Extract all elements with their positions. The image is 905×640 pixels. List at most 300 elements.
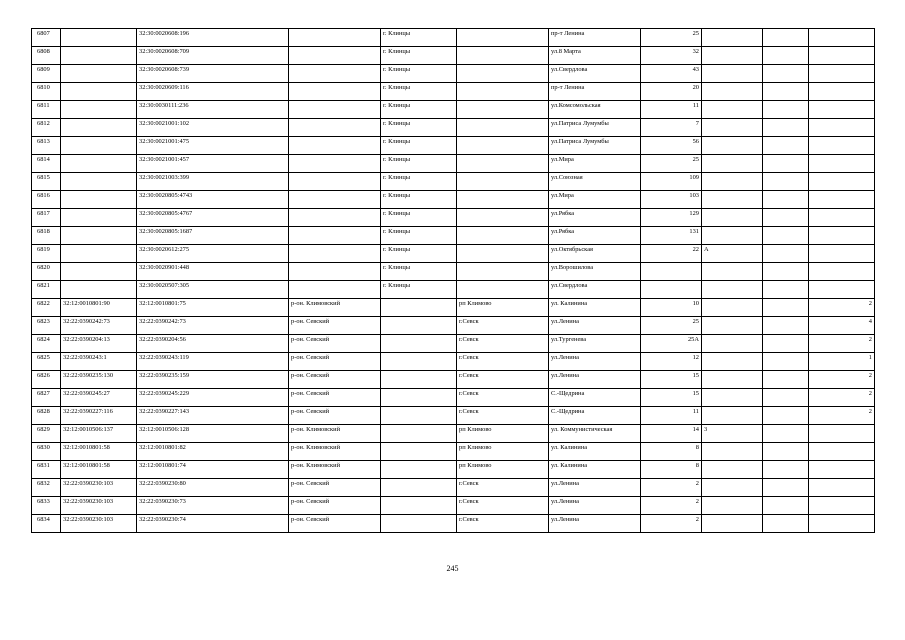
cell-house-number: 56: [641, 137, 702, 155]
cell-cadastral-number: 32:30:0020609:116: [137, 83, 289, 101]
cell-street: ул.Ленина: [549, 371, 641, 389]
cell-house-number: 43: [641, 65, 702, 83]
cell-building-letter: [702, 515, 763, 533]
cell-old-cadastral-number: [61, 83, 137, 101]
table-row: [32, 209, 875, 227]
cell-apartment-count: [809, 497, 875, 515]
cell-house-number: 7: [641, 119, 702, 137]
cell-corpus: [763, 191, 809, 209]
cell-corpus: [763, 155, 809, 173]
cell-row-number: 6821: [32, 281, 61, 299]
cell-corpus: [763, 47, 809, 65]
cell-old-cadastral-number: [61, 227, 137, 245]
cell-settlement: г.Севск: [457, 389, 549, 407]
cell-street: ул.Ленина: [549, 317, 641, 335]
cell-cadastral-number: 32:22:0390227:143: [137, 407, 289, 425]
cell-corpus: [763, 479, 809, 497]
cell-old-cadastral-number: 32:22:0390230:103: [61, 479, 137, 497]
cell-house-number: [641, 281, 702, 299]
cell-corpus: [763, 425, 809, 443]
cell-building-letter: [702, 407, 763, 425]
cell-district: [289, 281, 381, 299]
cell-apartment-count: 1: [809, 353, 875, 371]
cell-corpus: [763, 461, 809, 479]
cell-apartment-count: [809, 443, 875, 461]
cell-old-cadastral-number: [61, 155, 137, 173]
cell-cadastral-number: 32:22:0390242:73: [137, 317, 289, 335]
cell-old-cadastral-number: [61, 281, 137, 299]
cell-house-number: 11: [641, 407, 702, 425]
cell-street: ул.Патриса Лумумбы: [549, 119, 641, 137]
cell-house-number: 8: [641, 443, 702, 461]
cell-apartment-count: [809, 263, 875, 281]
cell-cadastral-number: 32:22:0390204:56: [137, 335, 289, 353]
cell-district: р-он. Севский: [289, 515, 381, 533]
cell-settlement: [457, 245, 549, 263]
cell-settlement: рп Климово: [457, 443, 549, 461]
cell-city: [381, 425, 457, 443]
cell-city: г. Клинцы: [381, 227, 457, 245]
cell-street: С.-Щедрина: [549, 407, 641, 425]
table-row: [32, 407, 875, 425]
cell-city: [381, 443, 457, 461]
cell-apartment-count: [809, 281, 875, 299]
cell-corpus: [763, 299, 809, 317]
cell-settlement: [457, 191, 549, 209]
cell-corpus: [763, 119, 809, 137]
cell-old-cadastral-number: 32:12:0010801:58: [61, 443, 137, 461]
cell-building-letter: [702, 371, 763, 389]
table-body: [32, 29, 875, 533]
cell-row-number: 6824: [32, 335, 61, 353]
cell-row-number: 6811: [32, 101, 61, 119]
cell-street: ул.Патриса Лумумбы: [549, 137, 641, 155]
cell-apartment-count: [809, 29, 875, 47]
cell-apartment-count: [809, 245, 875, 263]
cell-old-cadastral-number: 32:22:0390245:27: [61, 389, 137, 407]
cell-settlement: г.Севск: [457, 371, 549, 389]
cell-building-letter: [702, 497, 763, 515]
cell-street: ул.Тургенева: [549, 335, 641, 353]
cell-street: ул.Мира: [549, 191, 641, 209]
cell-district: р-он. Севский: [289, 479, 381, 497]
cell-settlement: рп Климово: [457, 461, 549, 479]
cell-building-letter: [702, 209, 763, 227]
cell-street: ул.Ленина: [549, 353, 641, 371]
cell-cadastral-number: 32:22:0390230:73: [137, 497, 289, 515]
cell-settlement: [457, 281, 549, 299]
cell-cadastral-number: 32:22:0390230:74: [137, 515, 289, 533]
cell-cadastral-number: 32:22:0390243:119: [137, 353, 289, 371]
cell-city: г. Клинцы: [381, 119, 457, 137]
cell-street: ул. Калинина: [549, 443, 641, 461]
cell-corpus: [763, 515, 809, 533]
cell-city: г. Клинцы: [381, 173, 457, 191]
cell-district: р-он. Севский: [289, 317, 381, 335]
cell-district: [289, 209, 381, 227]
cell-apartment-count: 2: [809, 299, 875, 317]
cell-house-number: 32: [641, 47, 702, 65]
cell-row-number: 6812: [32, 119, 61, 137]
cell-street: ул.Свердлова: [549, 65, 641, 83]
cell-building-letter: [702, 227, 763, 245]
cell-old-cadastral-number: [61, 47, 137, 65]
cell-apartment-count: [809, 137, 875, 155]
cell-cadastral-number: 32:30:0020805:4743: [137, 191, 289, 209]
cell-house-number: 129: [641, 209, 702, 227]
table-row: [32, 191, 875, 209]
cell-apartment-count: [809, 173, 875, 191]
table-row: [32, 479, 875, 497]
cell-corpus: [763, 227, 809, 245]
cell-district: [289, 191, 381, 209]
cell-corpus: [763, 209, 809, 227]
cell-city: [381, 335, 457, 353]
cell-cadastral-number: 32:22:0390245:229: [137, 389, 289, 407]
cell-cadastral-number: 32:30:0021001:102: [137, 119, 289, 137]
cell-city: г. Клинцы: [381, 29, 457, 47]
cell-corpus: [763, 371, 809, 389]
table-row: [32, 245, 875, 263]
cell-apartment-count: [809, 515, 875, 533]
cell-apartment-count: [809, 83, 875, 101]
cell-city: г. Клинцы: [381, 245, 457, 263]
cell-house-number: 25А: [641, 335, 702, 353]
cell-corpus: [763, 263, 809, 281]
cell-district: р-он. Севский: [289, 335, 381, 353]
cell-cadastral-number: 32:30:0020507:305: [137, 281, 289, 299]
cell-settlement: г.Севск: [457, 317, 549, 335]
cell-city: [381, 317, 457, 335]
cell-house-number: 11: [641, 101, 702, 119]
table-row: [32, 227, 875, 245]
registry-table: [31, 28, 875, 533]
cell-settlement: [457, 209, 549, 227]
cell-corpus: [763, 389, 809, 407]
cell-city: г. Клинцы: [381, 83, 457, 101]
cell-old-cadastral-number: [61, 101, 137, 119]
cell-district: р-он. Севский: [289, 371, 381, 389]
cell-district: [289, 101, 381, 119]
cell-settlement: [457, 227, 549, 245]
cell-settlement: [457, 173, 549, 191]
cell-district: [289, 173, 381, 191]
cell-street: ул.Ленина: [549, 515, 641, 533]
table-row: [32, 335, 875, 353]
cell-old-cadastral-number: [61, 191, 137, 209]
cell-row-number: 6830: [32, 443, 61, 461]
cell-old-cadastral-number: [61, 245, 137, 263]
cell-old-cadastral-number: [61, 209, 137, 227]
cell-house-number: 20: [641, 83, 702, 101]
cell-house-number: 103: [641, 191, 702, 209]
cell-cadastral-number: 32:30:0020805:1687: [137, 227, 289, 245]
cell-building-letter: [702, 353, 763, 371]
cell-city: г. Клинцы: [381, 191, 457, 209]
cell-house-number: 15: [641, 389, 702, 407]
cell-apartment-count: 2: [809, 389, 875, 407]
cell-district: р-он. Севский: [289, 407, 381, 425]
table-row: [32, 443, 875, 461]
cell-city: г. Клинцы: [381, 209, 457, 227]
cell-corpus: [763, 83, 809, 101]
cell-district: р-он. Климовский: [289, 443, 381, 461]
cell-corpus: [763, 65, 809, 83]
table-row: [32, 101, 875, 119]
cell-apartment-count: [809, 461, 875, 479]
cell-city: [381, 371, 457, 389]
cell-cadastral-number: 32:30:0021003:399: [137, 173, 289, 191]
cell-row-number: 6807: [32, 29, 61, 47]
cell-apartment-count: 4: [809, 317, 875, 335]
cell-street: пр-т Ленина: [549, 83, 641, 101]
cell-street: ул. Коммунистическая: [549, 425, 641, 443]
cell-corpus: [763, 335, 809, 353]
cell-apartment-count: [809, 227, 875, 245]
table-row: [32, 263, 875, 281]
cell-row-number: 6827: [32, 389, 61, 407]
cell-district: р-он. Севский: [289, 497, 381, 515]
cell-street: ул. Калинина: [549, 461, 641, 479]
cell-building-letter: [702, 461, 763, 479]
cell-settlement: [457, 101, 549, 119]
cell-old-cadastral-number: 32:12:0010801:58: [61, 461, 137, 479]
table-row: [32, 461, 875, 479]
cell-cadastral-number: 32:30:0021001:457: [137, 155, 289, 173]
cell-house-number: 109: [641, 173, 702, 191]
cell-apartment-count: [809, 191, 875, 209]
cell-settlement: г.Севск: [457, 515, 549, 533]
cell-cadastral-number: 32:12:0010801:75: [137, 299, 289, 317]
cell-settlement: г.Севск: [457, 335, 549, 353]
cell-apartment-count: [809, 119, 875, 137]
table-row: [32, 29, 875, 47]
cell-old-cadastral-number: 32:12:0010801:90: [61, 299, 137, 317]
cell-settlement: рп Климово: [457, 299, 549, 317]
cell-building-letter: 3: [702, 425, 763, 443]
cell-house-number: 22: [641, 245, 702, 263]
cell-settlement: [457, 155, 549, 173]
cell-city: г. Клинцы: [381, 155, 457, 173]
cell-row-number: 6828: [32, 407, 61, 425]
cell-corpus: [763, 137, 809, 155]
cell-row-number: 6826: [32, 371, 61, 389]
table-row: [32, 353, 875, 371]
cell-house-number: 14: [641, 425, 702, 443]
cell-building-letter: [702, 335, 763, 353]
cell-row-number: 6832: [32, 479, 61, 497]
cell-row-number: 6808: [32, 47, 61, 65]
cell-city: г. Клинцы: [381, 47, 457, 65]
cell-building-letter: [702, 173, 763, 191]
cell-building-letter: [702, 299, 763, 317]
table-row: [32, 155, 875, 173]
cell-city: [381, 515, 457, 533]
cell-building-letter: [702, 155, 763, 173]
cell-settlement: [457, 83, 549, 101]
cell-street: ул.Ленина: [549, 479, 641, 497]
cell-old-cadastral-number: 32:22:0390235:130: [61, 371, 137, 389]
cell-house-number: 25: [641, 155, 702, 173]
cell-corpus: [763, 29, 809, 47]
cell-house-number: 131: [641, 227, 702, 245]
cell-building-letter: [702, 479, 763, 497]
cell-row-number: 6816: [32, 191, 61, 209]
cell-cadastral-number: 32:30:0030111:236: [137, 101, 289, 119]
cell-apartment-count: [809, 425, 875, 443]
cell-district: [289, 245, 381, 263]
cell-apartment-count: [809, 155, 875, 173]
cell-cadastral-number: 32:12:0010506:128: [137, 425, 289, 443]
cell-district: [289, 47, 381, 65]
cell-building-letter: [702, 119, 763, 137]
cell-district: р-он. Климовский: [289, 299, 381, 317]
cell-house-number: 15: [641, 371, 702, 389]
page-number: 245: [446, 564, 459, 573]
cell-district: р-он. Севский: [289, 389, 381, 407]
cell-cadastral-number: 32:12:0010801:74: [137, 461, 289, 479]
cell-settlement: [457, 119, 549, 137]
cell-building-letter: [702, 29, 763, 47]
cell-district: [289, 227, 381, 245]
table-row: [32, 425, 875, 443]
cell-district: р-он. Севский: [289, 353, 381, 371]
cell-old-cadastral-number: 32:22:0390242:73: [61, 317, 137, 335]
cell-apartment-count: 2: [809, 407, 875, 425]
cell-row-number: 6820: [32, 263, 61, 281]
cell-corpus: [763, 407, 809, 425]
cell-building-letter: А: [702, 245, 763, 263]
cell-cadastral-number: 32:12:0010801:82: [137, 443, 289, 461]
cell-street: С.-Щедрина: [549, 389, 641, 407]
cell-street: ул.Комсомольская: [549, 101, 641, 119]
cell-house-number: 2: [641, 479, 702, 497]
cell-old-cadastral-number: [61, 65, 137, 83]
cell-building-letter: [702, 263, 763, 281]
cell-settlement: [457, 263, 549, 281]
cell-street: ул.Ленина: [549, 497, 641, 515]
cell-row-number: 6825: [32, 353, 61, 371]
cell-city: г. Клинцы: [381, 65, 457, 83]
cell-settlement: г.Севск: [457, 407, 549, 425]
cell-settlement: г.Севск: [457, 479, 549, 497]
cell-cadastral-number: 32:30:0020608:739: [137, 65, 289, 83]
cell-old-cadastral-number: [61, 263, 137, 281]
cell-street: пр-т Ленина: [549, 29, 641, 47]
cell-corpus: [763, 173, 809, 191]
cell-cadastral-number: 32:30:0020608:196: [137, 29, 289, 47]
cell-cadastral-number: 32:30:0020608:709: [137, 47, 289, 65]
cell-house-number: 10: [641, 299, 702, 317]
cell-old-cadastral-number: 32:12:0010506:137: [61, 425, 137, 443]
cell-street: ул.Рябка: [549, 209, 641, 227]
cell-building-letter: [702, 65, 763, 83]
cell-street: ул.Мира: [549, 155, 641, 173]
cell-old-cadastral-number: [61, 119, 137, 137]
cell-city: [381, 353, 457, 371]
cell-apartment-count: 2: [809, 335, 875, 353]
cell-row-number: 6833: [32, 497, 61, 515]
cell-row-number: 6823: [32, 317, 61, 335]
cell-row-number: 6829: [32, 425, 61, 443]
cell-building-letter: [702, 137, 763, 155]
cell-district: [289, 65, 381, 83]
table-row: [32, 65, 875, 83]
cell-row-number: 6815: [32, 173, 61, 191]
cell-settlement: [457, 137, 549, 155]
cell-street: ул.Свердлова: [549, 281, 641, 299]
cell-house-number: [641, 263, 702, 281]
cell-apartment-count: 2: [809, 371, 875, 389]
cell-old-cadastral-number: 32:22:0390230:103: [61, 497, 137, 515]
cell-district: [289, 83, 381, 101]
cell-corpus: [763, 353, 809, 371]
cell-old-cadastral-number: [61, 173, 137, 191]
cell-apartment-count: [809, 65, 875, 83]
cell-street: ул.Ворошилова: [549, 263, 641, 281]
cell-row-number: 6834: [32, 515, 61, 533]
table-row: [32, 119, 875, 137]
cell-street: ул. Калинина: [549, 299, 641, 317]
cell-city: [381, 479, 457, 497]
cell-apartment-count: [809, 101, 875, 119]
cell-cadastral-number: 32:22:0390235:159: [137, 371, 289, 389]
cell-street: ул.Союзная: [549, 173, 641, 191]
cell-old-cadastral-number: 32:22:0390204:13: [61, 335, 137, 353]
table-row: [32, 497, 875, 515]
table-row: [32, 371, 875, 389]
cell-old-cadastral-number: 32:22:0390243:1: [61, 353, 137, 371]
table-row: [32, 389, 875, 407]
cell-city: г. Клинцы: [381, 263, 457, 281]
cell-apartment-count: [809, 209, 875, 227]
cell-cadastral-number: 32:30:0020805:4767: [137, 209, 289, 227]
cell-house-number: 25: [641, 29, 702, 47]
table-row: [32, 317, 875, 335]
cell-cadastral-number: 32:30:0021001:475: [137, 137, 289, 155]
table-row: [32, 83, 875, 101]
cell-row-number: 6810: [32, 83, 61, 101]
cell-district: [289, 263, 381, 281]
cell-building-letter: [702, 443, 763, 461]
cell-building-letter: [702, 317, 763, 335]
table-row: [32, 299, 875, 317]
cell-row-number: 6819: [32, 245, 61, 263]
cell-building-letter: [702, 83, 763, 101]
cell-apartment-count: [809, 479, 875, 497]
cell-district: [289, 29, 381, 47]
cell-row-number: 6814: [32, 155, 61, 173]
table-row: [32, 47, 875, 65]
table-row: [32, 173, 875, 191]
cell-corpus: [763, 317, 809, 335]
cell-row-number: 6809: [32, 65, 61, 83]
cell-row-number: 6817: [32, 209, 61, 227]
cell-house-number: 25: [641, 317, 702, 335]
cell-house-number: 2: [641, 515, 702, 533]
cell-city: [381, 407, 457, 425]
cell-house-number: 12: [641, 353, 702, 371]
cell-house-number: 2: [641, 497, 702, 515]
cell-street: ул.8 Марта: [549, 47, 641, 65]
cell-building-letter: [702, 101, 763, 119]
cell-district: [289, 155, 381, 173]
cell-old-cadastral-number: 32:22:0390227:116: [61, 407, 137, 425]
cell-corpus: [763, 245, 809, 263]
cell-cadastral-number: 32:30:0020901:448: [137, 263, 289, 281]
cell-building-letter: [702, 281, 763, 299]
table-row: [32, 281, 875, 299]
